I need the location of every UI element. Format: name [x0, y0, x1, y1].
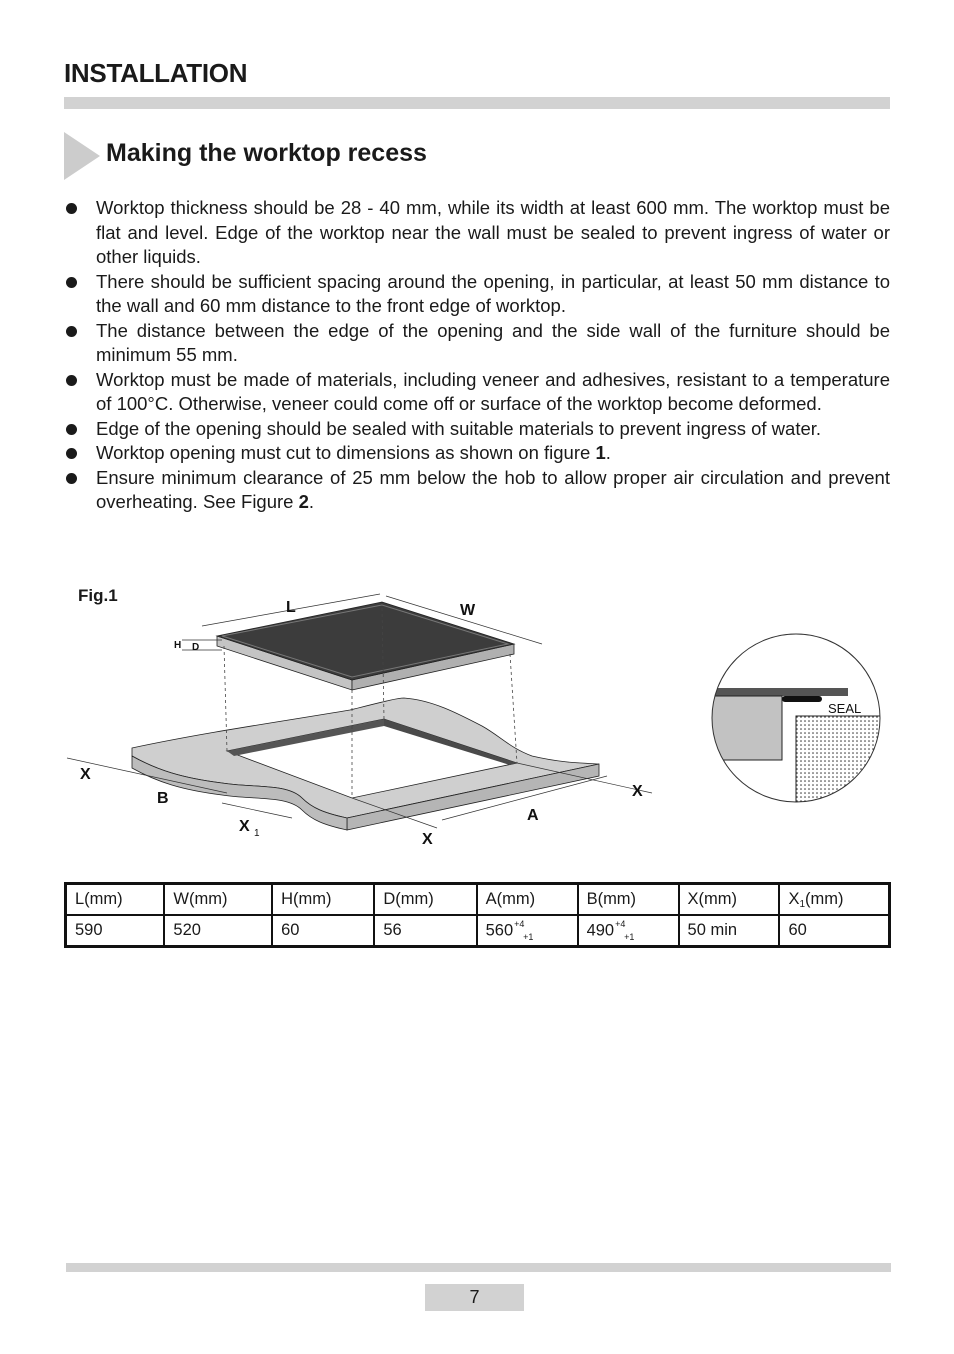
dim-label-x-right: X: [632, 783, 643, 800]
bullet-icon: [66, 448, 77, 459]
table-cell: 60: [779, 915, 889, 947]
bullet-icon: [66, 326, 77, 337]
page-title: INSTALLATION: [64, 58, 248, 88]
dim-label-d: D: [192, 642, 200, 653]
dim-label-l: L: [286, 599, 296, 616]
list-item: The distance between the edge of the opening and the side wall of the furniture should be minimum 55 mm.: [64, 319, 890, 368]
table-header-cell: A(mm): [477, 884, 578, 916]
list-item: There should be sufficient spacing around the opening, in particular, at least 50 mm distance to the wall and 60 mm distance to the front edge of worktop.: [64, 270, 890, 319]
list-item: Worktop thickness should be 28 - 40 mm, while its width at least 600 mm. The worktop must be flat and level. Edge of the worktop near the wall must be sealed to prevent ingress of water or other liquids.: [64, 196, 890, 270]
table-cell: 60: [272, 915, 374, 947]
list-item: Worktop opening must cut to dimensions as shown on figure 1.: [64, 441, 890, 466]
table-header-cell: W(mm): [164, 884, 272, 916]
table-cell: 490 +4 +1: [578, 915, 679, 947]
seal-strip: [782, 696, 822, 702]
tolerance: +4 +1: [615, 918, 635, 942]
dimensions-table: [64, 882, 891, 948]
table-header-cell: H(mm): [272, 884, 374, 916]
table-cell: 520: [164, 915, 272, 947]
section-arrow-icon: [64, 132, 100, 180]
seal-detail-diagram: [708, 632, 884, 804]
worktop-recess-diagram: [62, 588, 662, 850]
table-header-cell: X(mm): [679, 884, 780, 916]
table-header-cell: D(mm): [374, 884, 476, 916]
table-header-cell: L(mm): [66, 884, 165, 916]
table-row: [66, 915, 890, 947]
bullet-icon: [66, 424, 77, 435]
table-cell: 50 min: [679, 915, 780, 947]
bullet-icon: [66, 473, 77, 484]
dim-label-x-bottom: X: [422, 831, 433, 848]
dim-label-b: B: [157, 790, 169, 807]
table-header-row: [66, 884, 890, 916]
table-header-cell: B(mm): [578, 884, 679, 916]
table-header-cell: $X_1(mm)$: [779, 884, 889, 916]
dim-label-x1: X: [239, 818, 250, 835]
dim-label-h: H: [174, 640, 182, 651]
table-cell: 590: [66, 915, 165, 947]
dim-label-a: A: [527, 807, 539, 824]
table-cell: 56: [374, 915, 476, 947]
requirements-list: [64, 196, 890, 515]
dim-label-x-left: X: [80, 766, 91, 783]
figure-label: Fig.1: [78, 586, 118, 605]
header-rule: [64, 97, 890, 109]
seal-label: SEAL: [828, 701, 862, 716]
list-item: Ensure minimum clearance of 25 mm below the hob to allow proper air circulation and prevent overheating. See Figure 2.: [64, 466, 890, 515]
bullet-icon: [66, 277, 77, 288]
page-number: 7: [425, 1284, 524, 1311]
table-cell: 560 +4 +1: [477, 915, 578, 947]
hob-edge-detail: [708, 688, 848, 696]
cabinet-wall: [796, 716, 884, 804]
tolerance: +4 +1: [514, 918, 534, 942]
list-item: Worktop must be made of materials, including veneer and adhesives, resistant to a temperature of 100°C. Otherwise, veneer could come off or surface of the worktop become deformed.: [64, 368, 890, 417]
worktop-section: [708, 696, 782, 760]
figure-ref: 1: [595, 442, 606, 463]
dim-label-w: W: [460, 602, 476, 619]
figure-ref: 2: [298, 491, 309, 512]
bullet-icon: [66, 203, 77, 214]
footer-rule: [66, 1263, 891, 1272]
dim-label-x1-sub: 1: [254, 828, 260, 839]
bullet-icon: [66, 375, 77, 386]
section-title: Making the worktop recess: [106, 139, 427, 167]
list-item: Edge of the opening should be sealed with suitable materials to prevent ingress of water.: [64, 417, 890, 442]
